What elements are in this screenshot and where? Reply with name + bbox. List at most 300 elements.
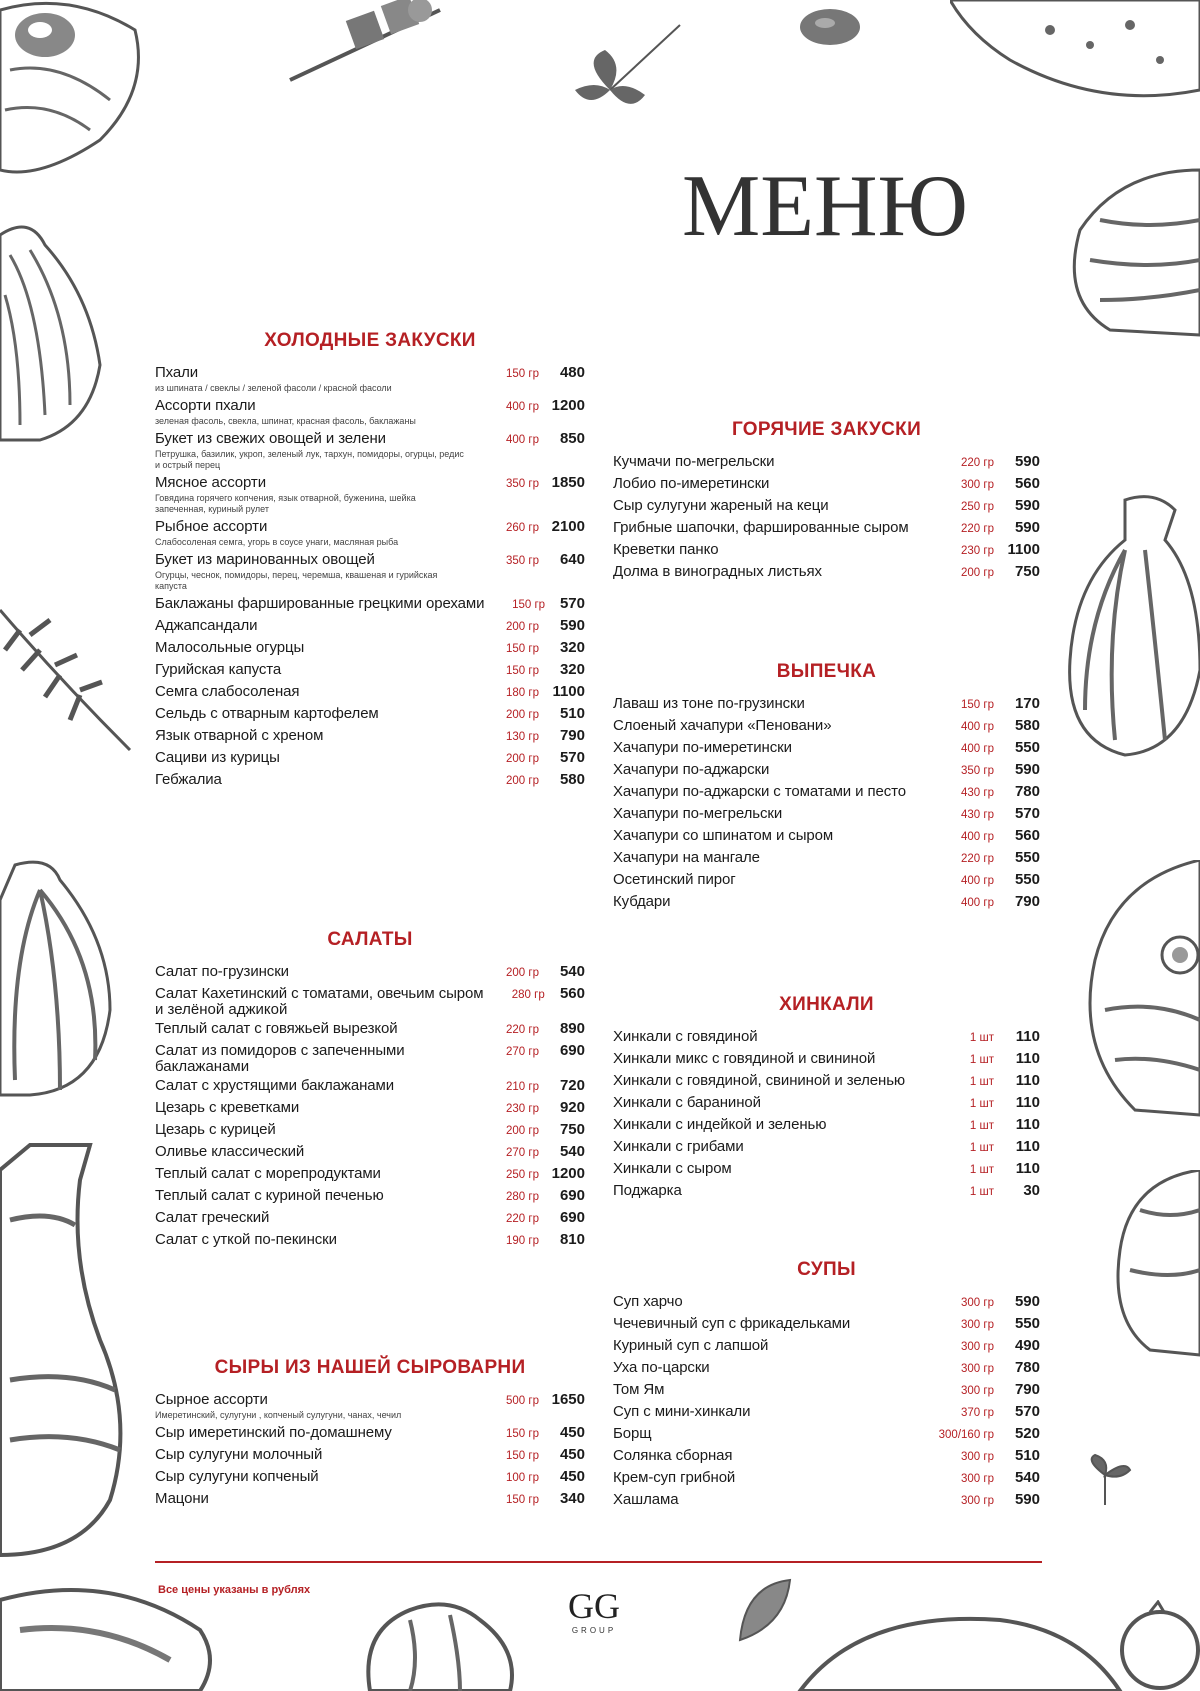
item-price: 320 [559,639,585,656]
item-name: Хачапури по-аджарски [613,761,770,778]
menu-item-row [613,805,1040,827]
item-price: 450 [559,1424,585,1441]
menu-item-row [155,749,585,771]
logo-word: GROUP [571,1626,617,1635]
sketch-herb-top [570,20,690,120]
item-name: Рыбное ассорти [155,518,268,535]
item-price: 550 [1014,1315,1040,1332]
menu-item-row [155,1446,585,1468]
menu-item [613,805,1040,827]
item-price: 110 [1015,1116,1040,1133]
item-weight: 150 гр [506,1428,539,1440]
menu-item-row [613,1381,1040,1403]
item-description: Говядина горячего копчения, язык отварной, буженина, шейка запеченная, куриный рулет [155,493,416,514]
item-price: 690 [559,1209,585,1226]
menu-item-row [613,1138,1040,1160]
menu-item [155,397,585,427]
item-name: Борщ [613,1425,652,1442]
item-weight: 200 гр [506,709,539,721]
menu-item [613,849,1040,871]
menu-title [665,150,985,260]
menu-item [613,1425,1040,1447]
item-weight: 130 гр [506,731,539,743]
menu-item-row [155,1020,585,1042]
menu-item [613,1116,1040,1138]
item-price: 570 [559,749,585,766]
item-name: Салат из помидоров с запеченными [155,1042,405,1059]
item-name: Хинкали с индейкой и зеленью [613,1116,827,1133]
item-weight: 150 гр [506,1494,539,1506]
menu-item [155,661,585,683]
menu-item [155,749,585,771]
item-weight: 150 гр [512,599,546,611]
item-price: 560 [559,985,585,1002]
item-name: Букет из маринованных овощей [155,551,375,568]
menu-item [613,1491,1040,1513]
item-price: 540 [559,963,585,980]
item-description: Слабосоленая семга, угорь в соусе унаги, масляная рыба [155,537,399,547]
menu-item-row [613,1072,1040,1094]
item-weight: 200 гр [506,621,539,633]
item-price: 1100 [552,683,585,700]
menu-item [155,1077,585,1099]
menu-item-row [613,1425,1040,1447]
menu-item [155,1231,585,1253]
menu-item [613,1337,1040,1359]
item-name: Салат по-грузински [155,963,289,980]
menu-item-row [613,475,1040,497]
item-name: Хинкали с сыром [613,1160,732,1177]
item-name: Осетинский пирог [613,871,736,888]
item-name: Цезарь с курицей [155,1121,276,1138]
menu-item-row [155,1077,585,1099]
item-weight: 400 гр [961,743,994,755]
item-price: 510 [559,705,585,722]
item-price: 340 [559,1490,585,1507]
menu-item [155,1099,585,1121]
item-price: 450 [559,1468,585,1485]
menu-item-row [155,617,585,639]
item-name: Сациви из курицы [155,749,280,766]
menu-item-row [155,639,585,661]
menu-item-row [613,1094,1040,1116]
item-weight: 250 гр [506,1169,539,1181]
item-weight: 300 гр [961,1495,994,1507]
item-weight: 430 гр [961,787,994,799]
menu-item-row [155,727,585,749]
item-name: Салат с хрустящими баклажанами [155,1077,394,1094]
menu-item [155,1121,585,1143]
item-weight: 300 гр [961,1341,994,1353]
item-price: 480 [559,364,585,381]
item-price: 750 [559,1121,585,1138]
item-description: Огурцы, чеснок, помидоры, перец, черемша, квашеная и гурийская капуста [155,570,438,591]
item-weight: 300 гр [961,1473,994,1485]
menu-item [613,1050,1040,1072]
item-weight: 400 гр [961,831,994,843]
item-weight: 270 гр [506,1046,539,1058]
item-weight: 300 гр [961,1319,994,1331]
menu-item [155,617,585,639]
item-name: Хачапури по-аджарски с томатами и песто [613,783,906,800]
menu-item [613,1094,1040,1116]
section-hot-appetizers [613,419,1040,585]
menu-item [613,1359,1040,1381]
menu-item-row [613,849,1040,871]
item-price: 320 [559,661,585,678]
item-name-continued: и зелёной аджикой [155,1001,288,1018]
menu-item [613,827,1040,849]
menu-item [155,1020,585,1042]
item-name: Сыр имеретинский по-домашнему [155,1424,392,1441]
item-price: 890 [559,1020,585,1037]
menu-item [155,1042,585,1075]
item-price: 780 [1014,1359,1040,1376]
item-price: 590 [1014,1491,1040,1508]
sketch-khinkali-right-1 [1060,160,1200,340]
menu-item [613,695,1040,717]
item-name: Уха по-царски [613,1359,710,1376]
menu-item-row [613,1182,1040,1204]
item-price: 550 [1014,849,1040,866]
menu-item [155,1468,585,1490]
menu-item-row [613,541,1040,563]
menu-item-row [613,1469,1040,1491]
item-name: Лобио по-имеретински [613,475,770,492]
menu-item-row [155,1424,585,1446]
menu-item [155,551,585,592]
item-name: Малосольные огурцы [155,639,305,656]
item-name: Хачапури по-мегрельски [613,805,783,822]
menu-item-row [613,1028,1040,1050]
sketch-khinkali-right-2 [1065,490,1200,760]
item-price: 790 [559,727,585,744]
item-weight: 400 гр [961,875,994,887]
menu-item-row [155,595,585,617]
section-title: СЫРЫ ИЗ НАШЕЙ СЫРОВАРНИ [214,1357,526,1378]
menu-item-row [155,1231,585,1253]
sketch-rosemary-left [0,590,140,760]
menu-item [155,771,585,793]
item-price: 690 [559,1042,585,1059]
item-name: Баклажаны фаршированные грецкими орехами [155,595,485,612]
menu-item-row [155,705,585,727]
menu-item-row [155,1468,585,1490]
item-weight: 1 шт [969,1142,994,1154]
item-weight: 1 шт [969,1186,994,1198]
menu-item-row [155,1187,585,1209]
item-weight: 300 гр [961,1297,994,1309]
menu-item [613,893,1040,915]
menu-item-row [155,1490,585,1512]
menu-item-row [155,683,585,705]
item-weight: 230 гр [961,545,994,557]
item-weight: 1 шт [969,1098,994,1110]
menu-item [613,1028,1040,1050]
section-cheese [155,1357,585,1512]
item-price: 30 [1023,1182,1040,1199]
item-price: 560 [1014,475,1040,492]
item-weight: 220 гр [961,523,994,535]
section-title: ГОРЯЧИЕ ЗАКУСКИ [731,419,922,440]
item-price: 1100 [1007,541,1040,558]
menu-item [155,639,585,661]
price-note: Все цены указаны в рублях [158,1584,311,1596]
menu-item-row [613,1160,1040,1182]
item-weight: 1 шт [969,1164,994,1176]
item-price: 640 [559,551,585,568]
item-weight: 220 гр [961,853,994,865]
item-price: 520 [1014,1425,1040,1442]
item-weight: 400 гр [961,721,994,733]
menu-item-row [613,783,1040,805]
sketch-olive-top [795,5,865,55]
menu-item-row [155,661,585,683]
item-weight: 370 гр [961,1407,994,1419]
sketch-khinkali-right-3 [1110,1170,1200,1360]
item-name: Салат греческий [155,1209,270,1226]
menu-item [613,541,1040,563]
item-price: 510 [1014,1447,1040,1464]
item-name: Букет из свежих овощей и зелени [155,430,386,447]
item-weight: 150 гр [506,643,539,655]
sketch-khachapuri-right [1075,860,1200,1120]
item-description: зеленая фасоль, свекла, шпинат, красная фасоль, баклажаны [155,416,416,426]
item-price: 1650 [551,1391,585,1408]
menu-item [155,364,585,394]
menu-item [613,1403,1040,1425]
menu-item [155,1143,585,1165]
menu-item-row [613,761,1040,783]
menu-item [613,1469,1040,1491]
item-weight: 500 гр [506,1395,539,1407]
item-price: 110 [1015,1050,1040,1067]
item-name: Гебжалиа [155,771,222,788]
item-price: 570 [559,595,585,612]
item-price: 850 [559,430,585,447]
sketch-skewer-top [280,0,450,90]
item-weight: 300 гр [961,1385,994,1397]
item-price: 550 [1014,739,1040,756]
item-price: 590 [1014,453,1040,470]
item-price: 580 [559,771,585,788]
item-weight: 1 шт [969,1054,994,1066]
item-name: Язык отварной с хреном [155,727,324,744]
item-name: Хинкали с говядиной, свининой и зеленью [613,1072,906,1089]
item-weight: 280 гр [511,989,545,1001]
menu-item-row [155,1209,585,1231]
item-weight: 190 гр [506,1235,539,1247]
item-weight: 350 гр [506,478,539,490]
menu-item-row [613,1337,1040,1359]
item-name: Гурийская капуста [155,661,282,678]
item-name: Хинкали с грибами [613,1138,744,1155]
menu-item-row [155,1099,585,1121]
item-price: 2100 [551,518,585,535]
item-price: 590 [559,617,585,634]
menu-item [613,1138,1040,1160]
menu-item-row [613,1315,1040,1337]
menu-item [155,705,585,727]
item-name-continued: баклажанами [155,1058,250,1075]
menu-item-row [613,519,1040,541]
sketch-khinkali-left-1 [0,215,110,445]
item-weight: 300/160 гр [938,1429,994,1441]
menu-item-row [155,963,585,985]
item-price: 1200 [551,397,585,414]
item-weight: 100 гр [506,1472,539,1484]
item-price: 110 [1015,1138,1040,1155]
menu-item [613,739,1040,761]
item-price: 110 [1015,1094,1040,1111]
menu-item-row [613,717,1040,739]
item-name: Цезарь с креветками [155,1099,300,1116]
menu-item [155,1391,585,1421]
menu-item [613,783,1040,805]
item-name: Слоеный хачапури «Пеновани» [613,717,832,734]
menu-title-text: МЕНЮ [682,158,968,255]
sketch-herb-right [1075,1450,1135,1510]
section-title: ХОЛОДНЫЕ ЗАКУСКИ [264,330,476,351]
item-weight: 230 гр [506,1103,539,1115]
item-name: Куриный суп с лапшой [613,1337,769,1354]
item-weight: 260 гр [506,522,539,534]
item-name: Грибные шапочки, фаршированные сыром [613,519,909,536]
menu-item [613,1072,1040,1094]
menu-item [613,1381,1040,1403]
menu-item-row [155,771,585,793]
menu-item [155,963,585,985]
item-weight: 1 шт [969,1120,994,1132]
menu-item [155,474,585,515]
item-price: 590 [1014,519,1040,536]
menu-item [613,1315,1040,1337]
item-price: 790 [1014,893,1040,910]
menu-item-row [613,1116,1040,1138]
item-weight: 1 шт [969,1032,994,1044]
item-weight: 180 гр [506,687,539,699]
item-weight: 300 гр [961,1363,994,1375]
item-price: 580 [1014,717,1040,734]
item-price: 110 [1015,1028,1040,1045]
menu-item [613,1293,1040,1315]
item-name: Солянка сборная [613,1447,733,1464]
item-name: Сыр сулугуни копченый [155,1468,319,1485]
item-price: 1850 [551,474,585,491]
item-price: 790 [1014,1381,1040,1398]
menu-item [613,497,1040,519]
item-name: Хинкали микс с говядиной и свининой [613,1050,876,1067]
menu-item-row [155,1143,585,1165]
menu-item [155,1446,585,1468]
item-price: 590 [1014,497,1040,514]
menu-item-row [613,695,1040,717]
item-name: Креветки панко [613,541,719,558]
item-name: Хачапури по-имеретински [613,739,792,756]
menu-item [155,985,585,1018]
item-weight: 1 шт [969,1076,994,1088]
item-name: Суп с мини-хинкали [613,1403,751,1420]
item-name: Хинкали с говядиной [613,1028,758,1045]
item-name: Теплый салат с говяжьей вырезкой [155,1020,398,1037]
item-weight: 200 гр [961,567,994,579]
menu-item-row [613,563,1040,585]
item-price: 690 [559,1187,585,1204]
item-name: Поджарка [613,1182,682,1199]
section-title: ВЫПЕЧКА [776,661,877,682]
item-price: 540 [559,1143,585,1160]
item-name: Хачапури со шпинатом и сыром [613,827,834,844]
section-title: СУПЫ [797,1259,856,1280]
item-description: Имеретинский, сулугуни , копченый сулугуни, чанах, чечил [155,1410,402,1420]
menu-item [155,1187,585,1209]
item-weight: 350 гр [961,765,994,777]
item-name: Сельдь с отварным картофелем [155,705,379,722]
item-weight: 200 гр [506,1125,539,1137]
menu-item-row [155,1165,585,1187]
item-weight: 150 гр [506,665,539,677]
item-price: 920 [559,1099,585,1116]
item-price: 750 [1014,563,1040,580]
section-title: САЛАТЫ [327,929,413,950]
menu-item [155,1490,585,1512]
menu-item [613,871,1040,893]
item-name: Чечевичный суп с фрикадельками [613,1315,851,1332]
item-weight: 280 гр [506,1191,539,1203]
menu-item [613,717,1040,739]
menu-item-row [613,827,1040,849]
menu-item [155,683,585,705]
menu-item [155,518,585,548]
item-price: 590 [1014,761,1040,778]
menu-item-row [613,497,1040,519]
item-weight: 400 гр [961,897,994,909]
item-name: Салат с уткой по-пекински [155,1231,337,1248]
item-weight: 220 гр [506,1213,539,1225]
item-description: Петрушка, базилик, укроп, зеленый лук, тархун, помидоры, огурцы, редис и острый перец [155,449,464,470]
logo-letters: GG [568,1586,620,1626]
item-name: Сыр сулугуни жареный на кеци [613,497,829,514]
section-title: ХИНКАЛИ [779,994,874,1015]
menu-item-row [613,739,1040,761]
item-weight: 400 гр [506,434,539,446]
menu-item [613,519,1040,541]
item-name: Хашлама [613,1491,679,1508]
item-name: Кубдари [613,893,671,910]
item-price: 570 [1014,805,1040,822]
item-name: Теплый салат с куриной печенью [155,1187,384,1204]
item-name: Аджапсандали [155,617,258,634]
menu-item [613,761,1040,783]
item-name: Хинкали с бараниной [613,1094,761,1111]
item-weight: 300 гр [961,479,994,491]
brand-logo [566,1586,622,1656]
item-weight: 300 гр [961,1451,994,1463]
menu-item-row [613,1491,1040,1513]
sketch-bread-top-right [950,0,1200,120]
item-name: Крем-суп грибной [613,1469,736,1486]
sketch-bread-bottom-right [740,1600,1200,1691]
sketch-khinkali-bottom [350,1590,520,1691]
sketch-bowl-bottom-left [0,1560,230,1691]
item-name: Оливье классический [155,1143,305,1160]
item-weight: 220 гр [506,1024,539,1036]
item-price: 560 [1014,827,1040,844]
menu-item-row [155,1121,585,1143]
item-price: 110 [1015,1072,1040,1089]
sketch-khinkali-left-2 [0,860,120,1100]
item-weight: 430 гр [961,809,994,821]
